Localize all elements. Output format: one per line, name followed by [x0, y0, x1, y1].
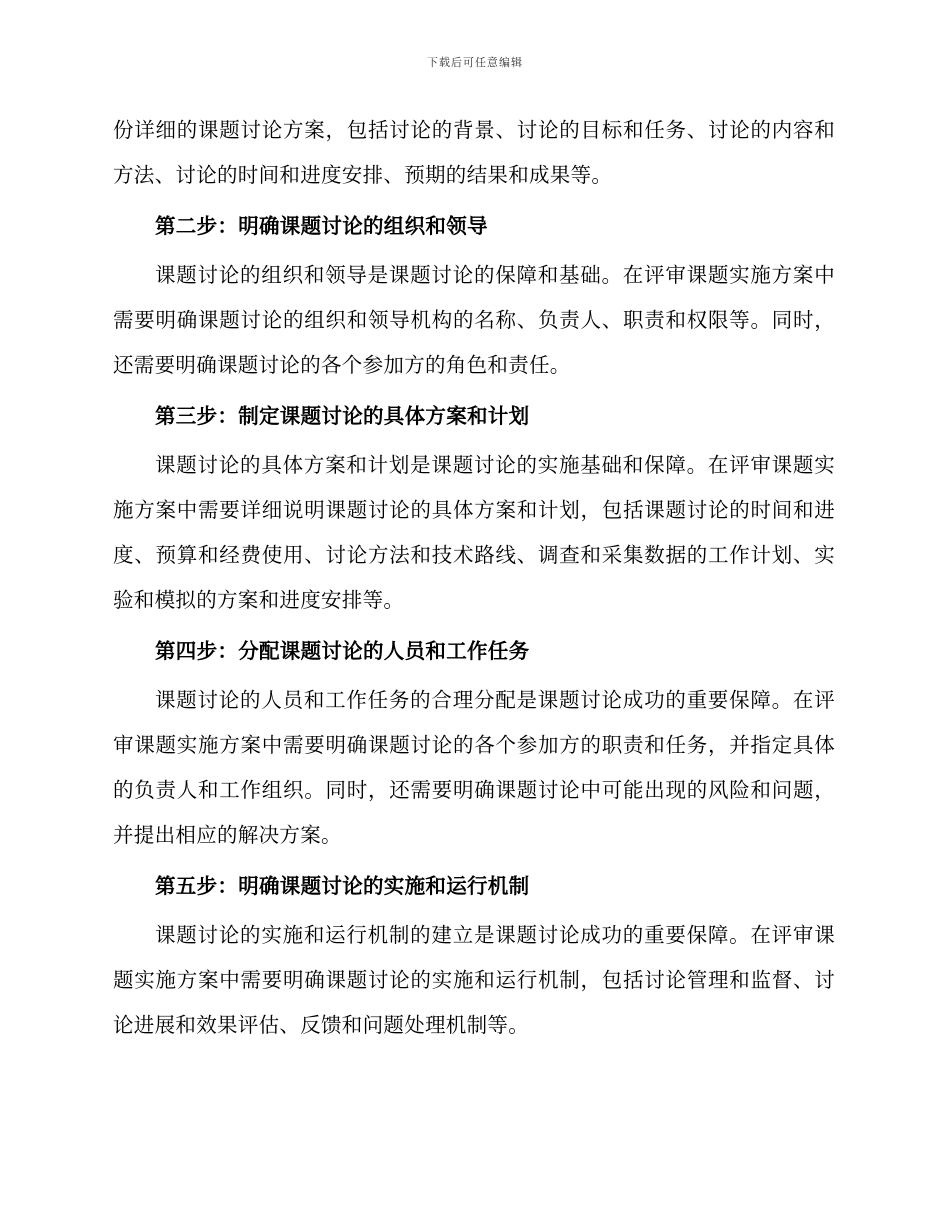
page-header-note: 下载后可任意编辑 — [427, 56, 523, 69]
section-step-4 — [113, 629, 835, 858]
document-body — [113, 108, 835, 1054]
section-step-3 — [113, 394, 835, 623]
section-step-2 — [113, 204, 835, 388]
section-paragraph: 课题讨论的组织和领导是课题讨论的保障和基础。在评审课题实施方案中需要明确课题讨论的组织和领导机构的名称、负责人、职责和权限等。同时，还需要明确课题讨论的各个参加方的角色和责任。 — [113, 263, 835, 377]
section-paragraph: 课题讨论的具体方案和计划是课题讨论的实施基础和保障。在评审课题实施方案中需要详细说明课题讨论的具体方案和计划，包括课题讨论的时间和进度、预算和经费使用、讨论方法和技术路线、调查和采集数据的工作计划、实验和模拟的方案和进度安排等。 — [113, 453, 835, 612]
section-heading: 第三步：制定课题讨论的具体方案和计划 — [155, 404, 530, 428]
section-step-5 — [113, 864, 835, 1048]
section-paragraph: 课题讨论的实施和运行机制的建立是课题讨论成功的重要保障。在评审课题实施方案中需要明确课题讨论的实施和运行机制，包括讨论管理和监督、讨论进展和效果评估、反馈和问题处理机制等。 — [113, 923, 835, 1037]
section-heading: 第四步：分配课题讨论的人员和工作任务 — [155, 639, 530, 663]
section-heading: 第五步：明确课题讨论的实施和运行机制 — [155, 874, 530, 898]
intro-paragraph: 份详细的课题讨论方案，包括讨论的背景、讨论的目标和任务、讨论的内容和方法、讨论的时间和进度安排、预期的结果和成果等。 — [113, 118, 835, 187]
section-heading: 第二步：明确课题讨论的组织和领导 — [155, 214, 488, 238]
section-paragraph: 课题讨论的人员和工作任务的合理分配是课题讨论成功的重要保障。在评审课题实施方案中需要明确课题讨论的各个参加方的职责和任务，并指定具体的负责人和工作组织。同时，还需要明确课题讨论中可能出现的风险和问题，并提出相应的解决方案。 — [113, 688, 835, 847]
